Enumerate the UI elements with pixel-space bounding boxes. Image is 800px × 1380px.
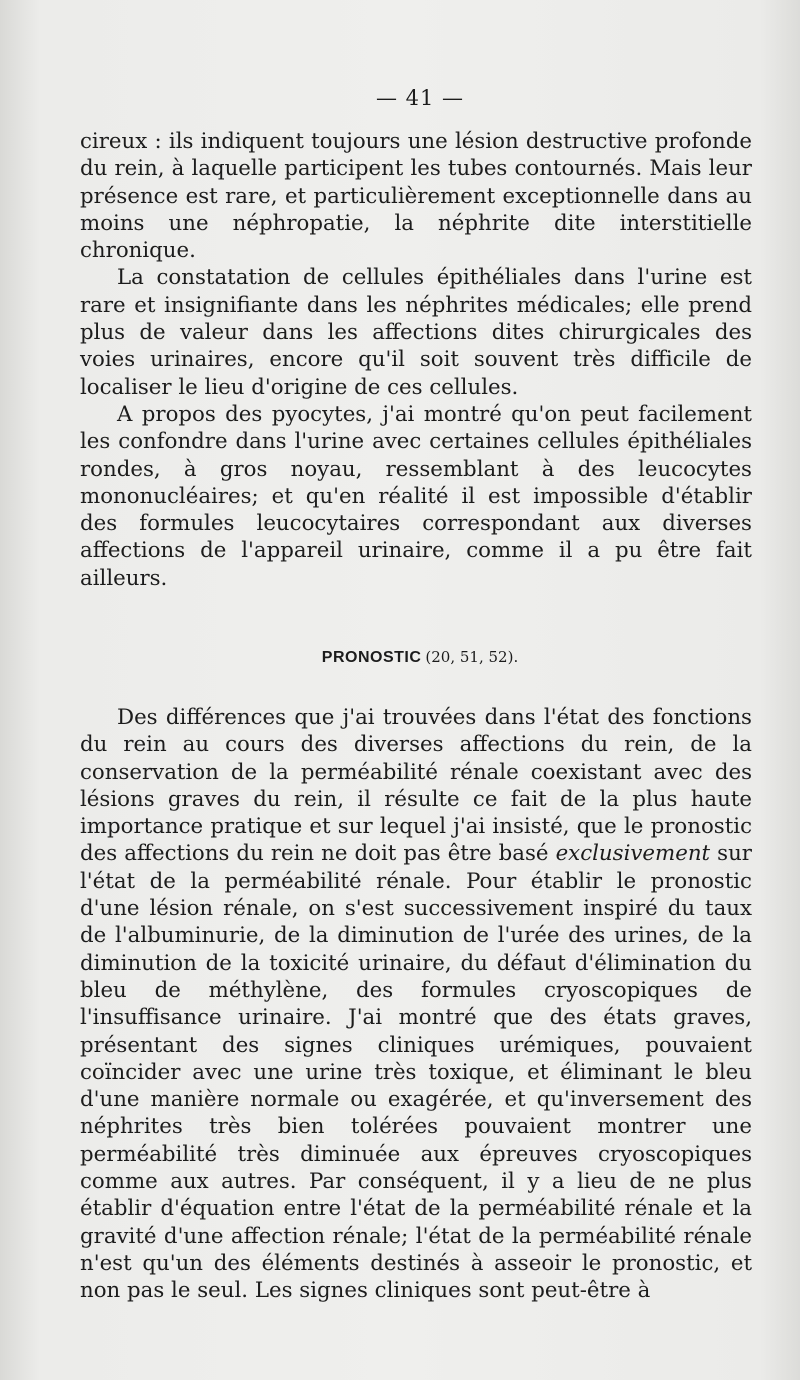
- prognosis-text-start: Des différences que j'ai trouvées dans l'état des fonctions du rein au cours des diverses affections du rein, de la conservation de la perméabilité rénale coexistant avec des lésions graves du rein, il résulte ce fait de la plus haute importance pratique et sur lequel j'ai insisté, que le pronostic des affections du rein ne doit pas être basé: [80, 705, 752, 867]
- prognosis-text-end: sur l'état de la perméabilité rénale. Pour établir le pronostic d'une lésion rénale, on s'est successivement inspiré du taux de l'albuminurie, de la diminution de l'urée des urines, de la diminution de la toxicité urinaire, du défaut d'élimination du bleu de méthylène, des formules cryoscopiques de l'insuffisance urinaire. J'ai montré que des états graves, présentant des signes cliniques urémiques, pouvaient coïncider avec une urine très toxique, et éliminant le bleu d'une manière normale ou exagérée, et qu'inversement des néphrites très bien tolérées pouvaient montrer une perméabilité très diminuée aux épreuves cryoscopiques comme aux autres. Par conséquent, il y a lieu de ne plus établir d'équation entre l'état de la perméabilité rénale et la gravité d'une affection rénale; l'état de la perméabilité rénale n'est qu'un des éléments destinés à asseoir le pronostic, et non pas le seul. Les signes cliniques sont peut-être à: [80, 841, 752, 1304]
- section-references: (20, 51, 52).: [425, 648, 519, 666]
- prognosis-emphasis: exclusivement: [555, 841, 711, 867]
- paragraph-prognosis: [80, 704, 752, 1305]
- paragraph-casts: cireux : ils indiquent toujours une lésion destructive profonde du rein, à laquelle participent les tubes contournés. Mais leur présence est rare, et particulièrement exceptionnelle dans au moins une néphropatie, la néphrite dite interstitielle chronique.: [80, 129, 752, 264]
- section-title: PRONOSTIC: [321, 649, 422, 666]
- text-block-prognosis: [80, 704, 752, 1305]
- paragraph-pyocytes: A propos des pyocytes, j'ai montré qu'on peut facilement les confondre dans l'urine avec certaines cellules épithéliales rondes, à gros noyau, ressemblant à des leucocytes mononucléaires; et qu'en réalité il est impossible d'établir des formules leucocytaires correspondant aux diverses affections de l'appareil urinaire, comme il a pu être fait ailleurs.: [80, 401, 752, 591]
- text-block-top: [80, 128, 752, 592]
- page-number: — 41 —: [375, 86, 465, 110]
- paragraph-epithelial-cells: La constatation de cellules épithéliales dans l'urine est rare et insignifiante dans les néphrites médicales; elle prend plus de valeur dans les affections dites chirurgicales des voies urinaires, encore qu'il soit souvent très difficile de localiser le lieu d'origine de ces cellules.: [80, 265, 752, 400]
- section-heading: [0, 647, 800, 667]
